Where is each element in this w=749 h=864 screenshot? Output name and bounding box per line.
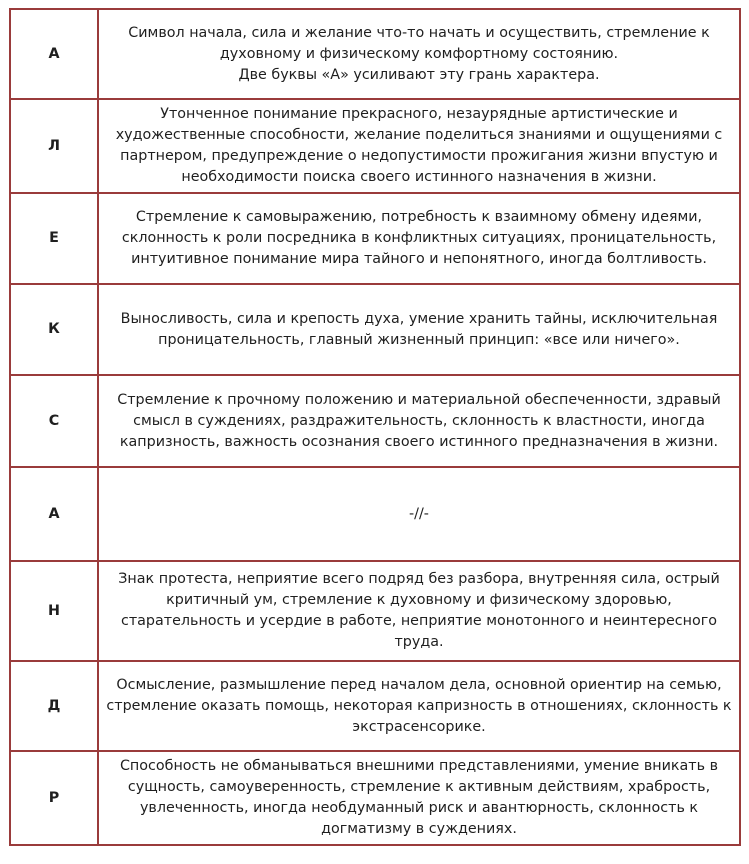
table-row xyxy=(10,284,740,375)
meaning-cell: Символ начала, сила и желание что-то начать и осуществить, стремление к духовному и физическому комфортному состоянию. Две буквы «А» усиливают эту грань характера. xyxy=(98,9,740,99)
table-row xyxy=(10,99,740,193)
letter-cell: С xyxy=(10,375,98,467)
letter-cell: Н xyxy=(10,561,98,661)
meaning-cell: Стремление к самовыражению, потребность к взаимному обмену идеями, склонность к роли посредника в конфликтных ситуациях, проницательность, интуитивное понимание мира тайного и непонятного, иногда болтливость. xyxy=(98,193,740,284)
meaning-cell: Знак протеста, неприятие всего подряд без разбора, внутренняя сила, острый критичный ум, стремление к духовному и физическому здоровью, старательность и усердие в работе, неприятие монотонного и неинтересного труда. xyxy=(98,561,740,661)
table-row xyxy=(10,661,740,751)
meaning-cell: Способность не обманываться внешними представлениями, умение вникать в сущность, самоуверенность, стремление к активным действиям, храбрость, увлеченность, иногда необдуманный риск и авантюрность, склонность к догматизму в суждениях. xyxy=(98,751,740,845)
letter-cell: Р xyxy=(10,751,98,845)
letter-cell: А xyxy=(10,9,98,99)
meaning-cell: Выносливость, сила и крепость духа, умение хранить тайны, исключительная проницательность, главный жизненный принцип: «все или ничего». xyxy=(98,284,740,375)
letter-cell: К xyxy=(10,284,98,375)
table-row xyxy=(10,467,740,561)
table-row xyxy=(10,751,740,845)
meaning-cell: Утонченное понимание прекрасного, незаурядные артистические и художественные способности, желание поделиться знаниями и ощущениями с партнером, предупреждение о недопустимости прожигания жизни впустую и необходимости поиска своего истинного назначения в жизни. xyxy=(98,99,740,193)
letter-cell: А xyxy=(10,467,98,561)
table-row xyxy=(10,561,740,661)
meaning-cell: Осмысление, размышление перед началом дела, основной ориентир на семью, стремление оказать помощь, некоторая капризность в отношениях, склонность к экстрасенсорике. xyxy=(98,661,740,751)
meaning-cell: -//- xyxy=(98,467,740,561)
letter-meaning-table xyxy=(9,8,741,846)
letter-cell: Е xyxy=(10,193,98,284)
letter-cell: Л xyxy=(10,99,98,193)
meaning-cell: Стремление к прочному положению и материальной обеспеченности, здравый смысл в суждениях, раздражительность, склонность к властности, иногда капризность, важность осознания своего истинного предназначения в жизни. xyxy=(98,375,740,467)
table-row xyxy=(10,193,740,284)
letter-cell: Д xyxy=(10,661,98,751)
table-row xyxy=(10,375,740,467)
table-row xyxy=(10,9,740,99)
